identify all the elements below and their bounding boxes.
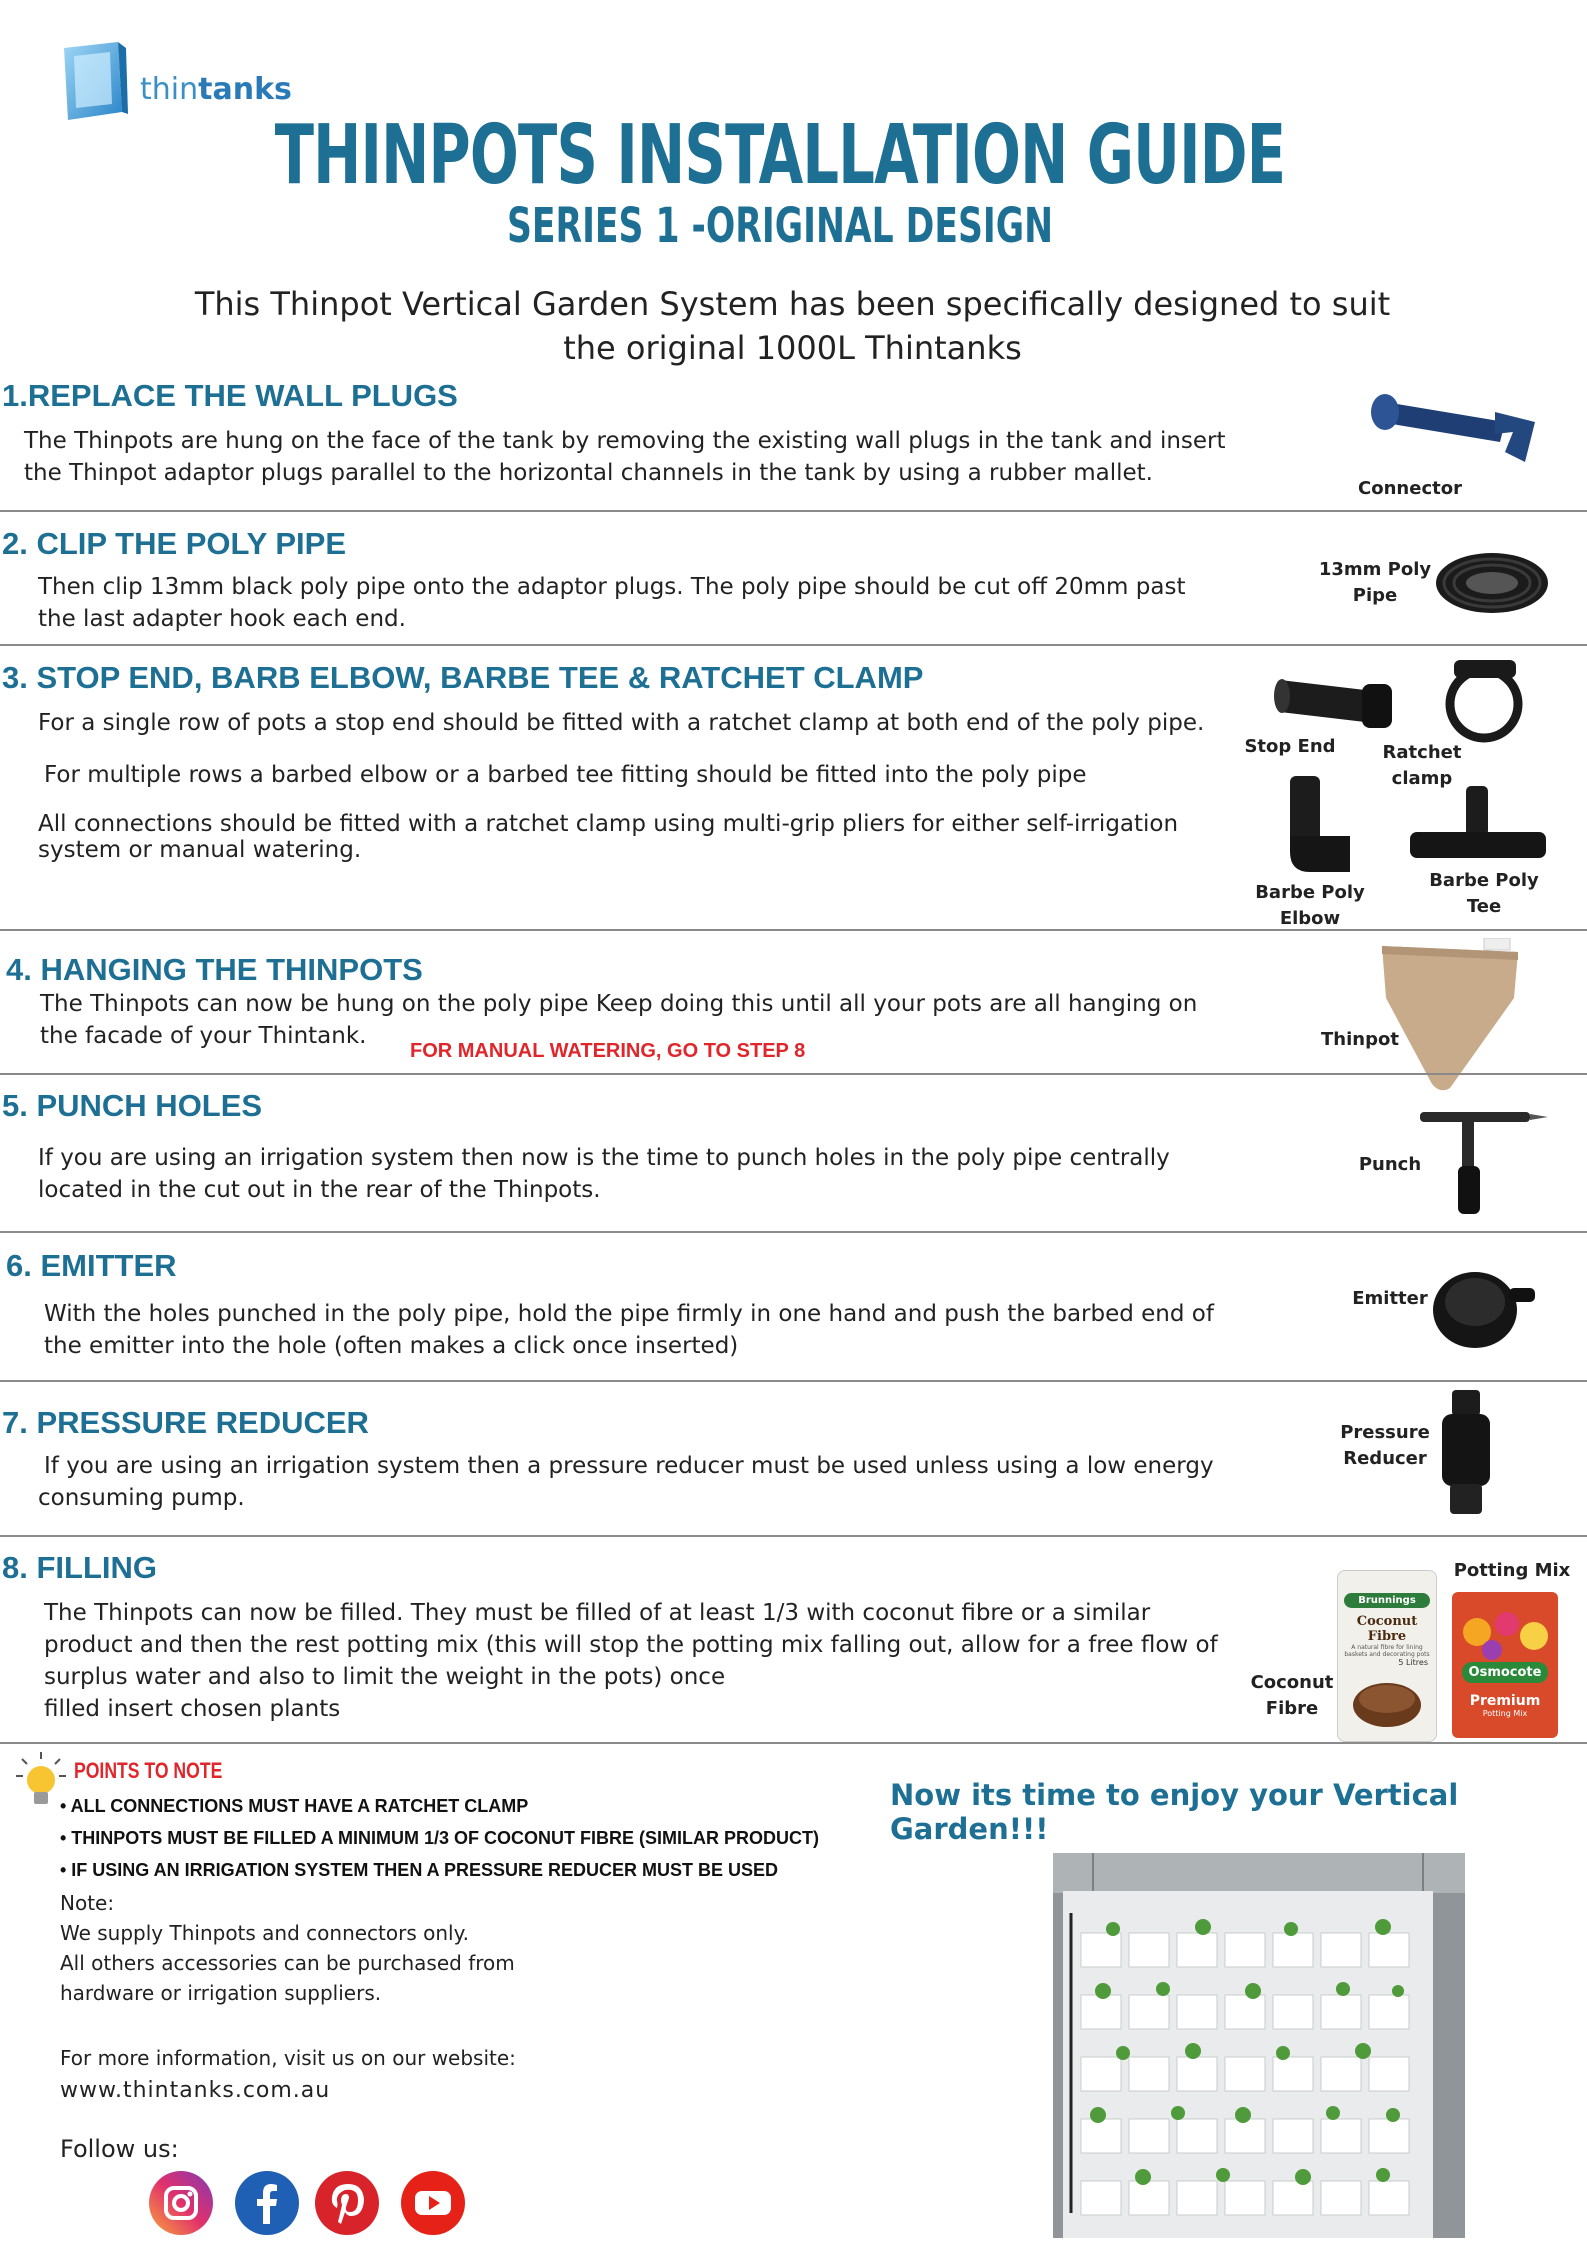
info-text: For more information, visit us on our website: xyxy=(60,2046,516,2070)
divider xyxy=(0,1380,1587,1382)
ratchet-clamp-icon xyxy=(1432,656,1542,746)
step-7-title: 7. PRESSURE REDUCER xyxy=(2,1405,369,1440)
step-4-text: The Thinpots can now be hung on the poly pipe Keep doing this until all your pots are all hanging on the facade of your Thintank. xyxy=(40,991,1198,1049)
coconut-fibre-image xyxy=(1338,1673,1436,1733)
divider xyxy=(0,1231,1587,1233)
divider xyxy=(0,929,1587,931)
step-3-text-1: For a single row of pots a stop end should be fitted with a ratchet clamp at both end of the poly pipe. xyxy=(38,710,1205,736)
potting-mix-bag: Osmocote Premium Potting Mix xyxy=(1452,1592,1558,1738)
connector-label: Connector xyxy=(1358,478,1462,499)
step-3-text-3: All connections should be fitted with a ratchet clamp using multi-grip pliers for either self-irrigation system or manual watering. xyxy=(38,811,1179,863)
flowers-image xyxy=(1452,1602,1558,1662)
poly-pipe-label: 13mm Poly Pipe xyxy=(1318,559,1432,606)
coconut-fibre-bag: Brunnings Coconut Fibre A natural fibre for lining baskets and decorating pots 5 Litres xyxy=(1337,1570,1437,1742)
step-8-title: 8. FILLING xyxy=(2,1550,157,1585)
step-7-text: If you are using an irrigation system then a pressure reducer must be used unless using a low energy consuming pump. xyxy=(38,1453,1214,1511)
coconut-fibre-label: Coconut Fibre xyxy=(1250,1672,1334,1719)
emitter-label: Emitter xyxy=(1352,1288,1428,1309)
step-5-text: If you are using an irrigation system then now is the time to punch holes in the poly pipe centrally located in the cut out in the rear of the Thinpots. xyxy=(38,1145,1170,1203)
emitter-icon xyxy=(1425,1258,1539,1354)
vertical-garden-photo xyxy=(1053,1853,1465,2238)
page-subtitle: SERIES 1 -ORIGINAL DESIGN xyxy=(506,198,1054,254)
pressure-reducer-label: Pressure Reducer xyxy=(1340,1422,1430,1469)
ratchet-clamp-label: Ratchet clamp xyxy=(1382,742,1462,789)
divider xyxy=(0,1742,1587,1744)
step-2-text: Then clip 13mm black poly pipe onto the adaptor plugs. The poly pipe should be cut off 20mm past the last adapter hook each end. xyxy=(38,574,1186,632)
step-6-title: 6. EMITTER xyxy=(6,1248,177,1283)
step-3-text-2: For multiple rows a barbed elbow or a barbed tee fitting should be fitted into the poly pipe xyxy=(44,762,1087,788)
potting-mix-label: Potting Mix xyxy=(1453,1560,1571,1581)
page-title: THINPOTS INSTALLATION GUIDE xyxy=(274,108,1286,203)
punch-label: Punch xyxy=(1358,1154,1422,1175)
stop-end-label: Stop End xyxy=(1244,736,1336,757)
points-to-note-heading: POINTS TO NOTE xyxy=(74,1758,223,1783)
pressure-reducer-icon xyxy=(1436,1390,1500,1516)
step-1-title: 1.REPLACE THE WALL PLUGS xyxy=(2,378,458,413)
note-bullet-3: • IF USING AN IRRIGATION SYSTEM THEN A PRESSURE REDUCER MUST BE USED xyxy=(60,1860,779,1880)
punch-icon xyxy=(1420,1108,1550,1216)
youtube-icon[interactable] xyxy=(400,2170,466,2236)
barb-elbow-icon xyxy=(1280,776,1360,880)
note-bullet-1: • ALL CONNECTIONS MUST HAVE A RATCHET CLAMP xyxy=(60,1796,529,1816)
divider xyxy=(0,510,1587,512)
connector-icon xyxy=(1355,382,1545,482)
logo-mark-icon xyxy=(60,42,128,120)
facebook-icon[interactable] xyxy=(234,2170,300,2236)
step-1-text: The Thinpots are hung on the face of the tank by removing the existing wall plugs in the tank and insert the Thinpot adaptor plugs parallel to the horizontal channels in the tank by using a rubber mallet. xyxy=(24,428,1226,486)
manual-watering-note: FOR MANUAL WATERING, GO TO STEP 8 xyxy=(410,1040,806,1062)
divider xyxy=(0,1073,1587,1075)
logo-wordmark: thintanks xyxy=(140,72,292,107)
barb-tee-icon xyxy=(1410,786,1546,872)
step-8-text: The Thinpots can now be filled. They must be filled of at least 1/3 with coconut fibre or a similar product and then the rest potting mix (this will stop the potting mix falling out, allow for a free flow of surplus water and also to limit the weight in the pots) once filled insert chosen plants xyxy=(44,1600,1218,1722)
enjoy-heading: Now its time to enjoy your Vertical Garden!!! xyxy=(890,1778,1459,1846)
intro-text: This Thinpot Vertical Garden System has been specifically designed to suit the original 1000L Thintanks xyxy=(194,285,1391,367)
step-3-title: 3. STOP END, BARB ELBOW, BARBE TEE & RATCHET CLAMP xyxy=(2,660,924,695)
follow-us-label: Follow us: xyxy=(60,2135,179,2163)
instagram-icon[interactable] xyxy=(148,2170,214,2236)
pinterest-icon[interactable] xyxy=(314,2170,380,2236)
step-5-title: 5. PUNCH HOLES xyxy=(2,1088,263,1123)
thinpot-label: Thinpot xyxy=(1321,1029,1399,1050)
stop-end-icon xyxy=(1270,660,1400,740)
divider xyxy=(0,644,1587,646)
note-bullet-2: • THINPOTS MUST BE FILLED A MINIMUM 1/3 OF COCONUT FIBRE (SIMILAR PRODUCT) xyxy=(60,1828,819,1848)
divider xyxy=(0,1535,1587,1537)
step-2-title: 2. CLIP THE POLY PIPE xyxy=(2,526,346,561)
website-link[interactable]: www.thintanks.com.au xyxy=(60,2078,331,2103)
step-4-title: 4. HANGING THE THINPOTS xyxy=(6,952,423,987)
barb-tee-label: Barbe Poly Tee xyxy=(1429,870,1539,917)
step-6-text: With the holes punched in the poly pipe, hold the pipe firmly in one hand and push the barbed end of the emitter into the hole (often makes a click once inserted) xyxy=(44,1301,1214,1359)
supply-note: Note: We supply Thinpots and connectors only. All others accessories can be purchased from hardware or irrigation suppliers. xyxy=(60,1891,515,2005)
poly-pipe-icon xyxy=(1432,548,1552,618)
barb-elbow-label: Barbe Poly Elbow xyxy=(1255,882,1365,929)
